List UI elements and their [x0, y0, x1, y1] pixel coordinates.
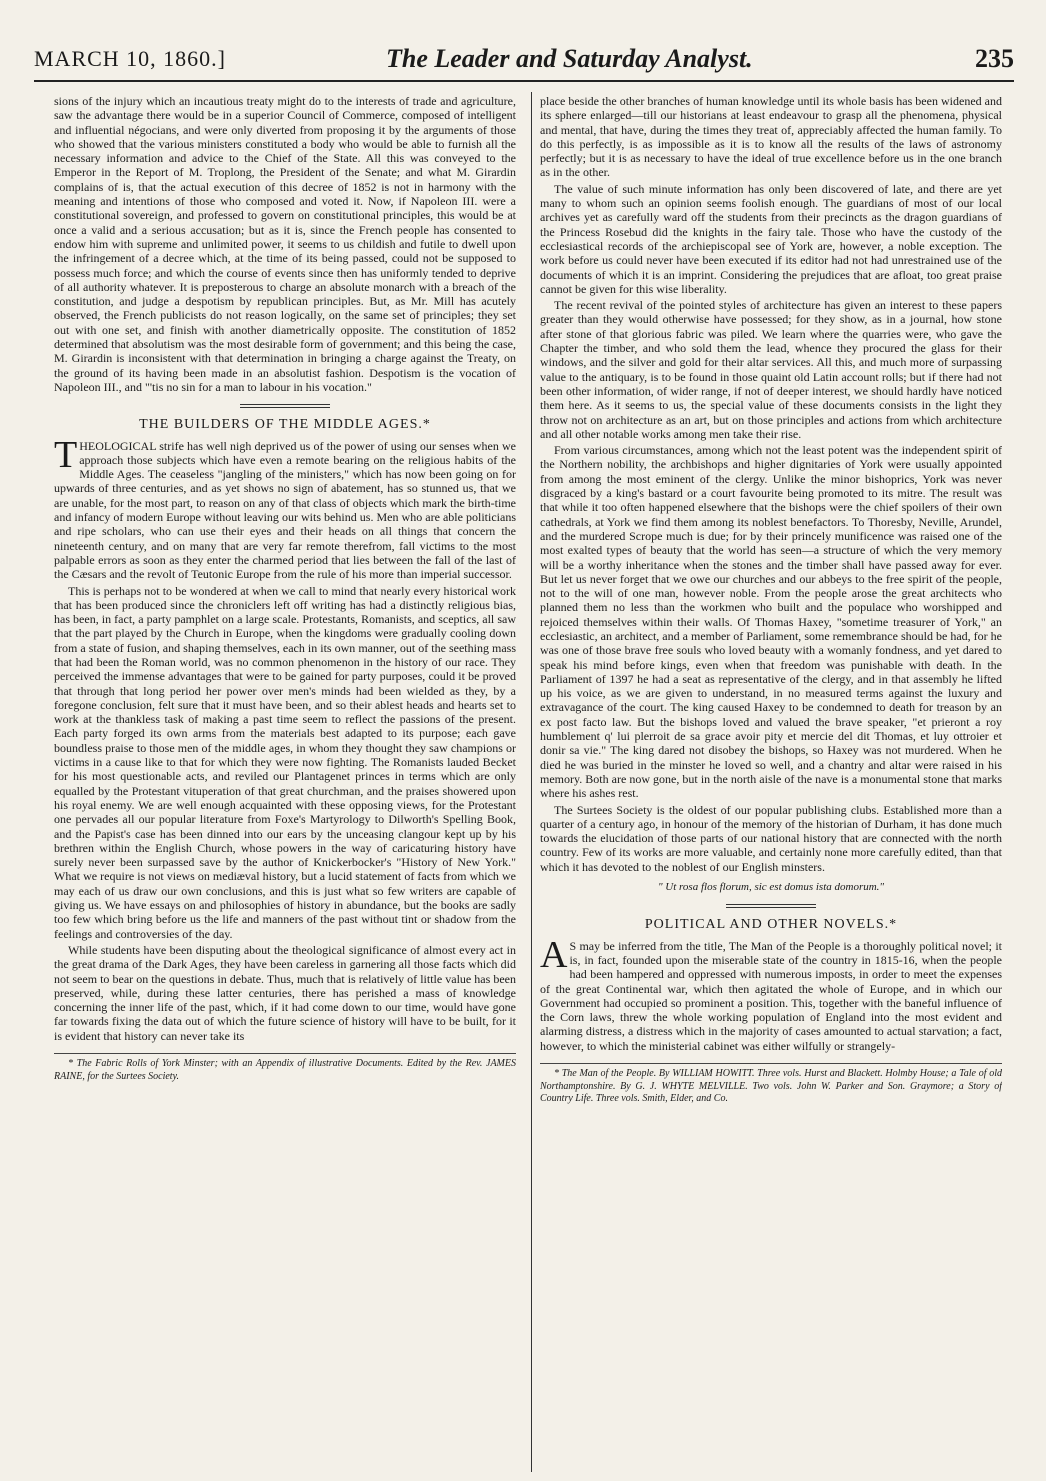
closing-quote: " Ut rosa flos florum, sic est domus ista domorum." — [657, 881, 885, 894]
issue-date: MARCH 10, 1860.] — [34, 46, 227, 71]
article-paragraph: From various circumstances, among which not the least potent was the independent spirit of the Northern nobility, the archbishops and higher dignitaries of York were usually appointed from among the most eminent of the clergy. Unlike the minor bishoprics, York was never disgraced by a king's bastard or a court favourite being promoted to its mitre. The result was that while it too often happened elsewhere that the bishops were the chief spoilers of their own cathedrals, at York we find them among its noblest benefactors. To Thoresby, Neville, Arundel, and the murdered Scrope much is due; for by their princely munificence was raised one of the most exalted types of beauty that the world has seen—a structure of which the very memory will be a worthy inheritance when the stones and the timber shall have passed away for ever. But let us never forget that we owe our churches and our abbeys to the free spirit of the people, not to the will of one man, however noble. From the people arose the great architects who planned them no less than the workmen who built and the populace who worshipped and rejoiced themselves within their walls. Of Thomas Haxey, "sometime treasurer of York," an ecclesiastic, an architect, and a member of Parliament, some remembrance should be had, for he was one of those brave free souls who loved beauty with a womanly fondness, and yet dared to speak his mind before kings, even when that freedom was punishable with death. In the Parliament of 1397 he had a seat as representative of the clergy, and in that assembly he lifted up his voice, as we are given to understand, in no measured terms against the luxury and extravagance of the court. The king caused Haxey to be condemned to death for treason by an ex post facto law. But the bishops loved and valued the brave speaker, "et prieront a roy humblement q' lui plerroit de sa grace avoir pity et mercie del dit Thomas, et luy ottroier et donir sa vie." The king dared not disobey the bishops, so Haxey was not murdered. When he died he was buried in the minster he loved so well, and a chantry and altar were raised in his memory. Both are now gone, but in the north aisle of the nave is a monumental stone that marks where his ashes rest. — [540, 443, 1002, 801]
article-paragraph: The Surtees Society is the oldest of our popular publishing clubs. Established more than a quarter of a century ago, in honour of the memory of the historian of Durham, it has done much towards the elucidation of those parts of our national history that are connected with the north country. Few of its works are more valuable, and certainly none more carefully edited, than that which it has devoted to the noblest of our English minsters. — [540, 802, 1002, 874]
masthead — [34, 40, 1014, 80]
article-paragraph: AS may be inferred from the title, The Man of the People is a thoroughly political novel; it is, in fact, founded upon the miserable state of the country in 1815-16, when the people had been hampered and oppressed with numerous imposts, in order to meet the expenses of the great Continental war, which then agitated the whole of Europe, and in which our Government had occupied so prominent a position. This, together with the baneful influence of the Corn laws, threw the whole working population of England into the most evident and alarming distress, a distress which in the majority of cases amounted to actual starvation; a fact, however, to which the ministerial cabinet was either wilfully or strangely- — [540, 933, 1002, 1053]
masthead-rule — [34, 80, 1014, 82]
footnote-rule — [54, 1053, 516, 1054]
article-paragraph: place beside the other branches of human knowledge until its whole basis has been widened and its sphere enlarged—till our historians at least endeavour to grasp all the phenomena, physical and mental, that have, during the times they treat of, appreciably affected the human family. To do this perfectly, is as impossible as it is to know all the results of the laws of astronomy perfectly; but it is as necessary to have the ideal of true excellence before us in the one branch as in the other. — [540, 94, 1002, 180]
section-separator — [726, 904, 816, 908]
right-column — [540, 94, 1002, 1469]
left-column — [54, 94, 516, 1469]
article-title-novels: POLITICAL AND OTHER NOVELS.* — [644, 917, 898, 933]
page-number: 235 — [975, 44, 1014, 73]
footnote-builders: * The Fabric Rolls of York Minster; with an Appendix of illustrative Documents. Edited by the Rev. JAMES RAINE, for the Surtees Society. — [54, 1058, 516, 1082]
article-paragraph: The value of such minute information has only been discovered of late, and there are yet many to whom such an opinion seems foolish enough. The guardians of most of our local archives yet as carefully ward off the students from their precincts as the dragon guardians of the Princess Rosebud did the knights in the fairy tale. Those who have the custody of the ecclesiastical records of the archiepiscopal see of York are, however, a noble exception. The work before us could never have been executed if its editor had not had unrestrained use of the documents of which it is an imprint. Considering the prejudices that are afloat, too great praise cannot be given for this wise liberality. — [540, 181, 1002, 296]
footnote-rule — [540, 1063, 1002, 1064]
section-separator — [240, 404, 330, 408]
article-paragraph: THEOLOGICAL strife has well nigh deprived us of the power of using our senses when we approach those subjects which have even a remote bearing on the religious habits of the Middle Ages. The ceaseless "jangling of the ministers," which has now been going on for upwards of three centuries, and as yet shows no sign of abatement, has so stunned us, that we are unable, for the most part, to reason on any of that class of objects which mark the birth-time and infancy of modern Europe without leaving our wits behind us. Men who are able politicians and ripe scholars, who can use their eyes and their heads on all things that concern the nineteenth century, and on many that are very far remote therefrom, fall victims to the most palpable errors as soon as they enter the charmed period that lies between the fall of the last of the Cæsars and the revolt of Teutonic Europe from the rule of his more than imperial successor. — [54, 433, 516, 582]
publication-title: The Leader and Saturday Analyst. — [386, 44, 753, 73]
column-divider — [531, 92, 532, 1472]
article-paragraph: While students have been disputing about the theological significance of almost every act in the great drama of the Dark Ages, they have been careless in garnering all those facts which did not seem to bear on the questions in debate. Thus, much that is relatively of little value has been preserved, while, during these latter centuries, there has perished a mass of knowledge concerning the inner life of the past, which, if it had come down to our time, would have gone far towards fixing the data out of which the future science of history will have to be built, for it is evident that history can never take its — [54, 942, 516, 1043]
continued-text: sions of the injury which an incautious treaty might do to the interests of trade and agriculture, saw the advantage there would be in a superior Council of Commerce, composed of intelligent and influential négocians, and were only diverted from proposing it by the arguments of those who showed that the various ministers constituted a body who would be able to furnish all the necessary information and advice to the Chief of the State. All this was conveyed to the Emperor in the Report of M. Troplong, the President of the Senate; and what M. Girardin complains of is, that the actual execution of this decree of 1852 is not in harmony with the meaning and intentions of those who composed and voted it. Now, if Napoleon III. were a constitutional sovereign, and professed to govern on constitutional principles, this would be at once a valid and a serious accusation; but as it is, since the French people has consented to endow him with supreme and unlimited power, it seems to us childish and futile to dwell upon the infringement of a decree which, at the time of its being passed, could not be supposed to possess much force; and which the course of events since then has uniformly tended to deprive of all authority whatever. It is preposterous to charge an absolute monarch with a breach of the constitution, and judge a despotism by republican principles. But, as Mr. Mill has acutely observed, the French publicists do not reason logically, on the same set of principles; they set out with one set, and finish with another diametrically opposite. The constitution of 1852 determined that absolutism was the most desirable form of government; and this being the case, M. Girardin is inconsistent with that determination in bringing a charge against the Treaty, on the ground of its having been made in an absolutist fashion. Despotism is the vocation of Napoleon III., and "'tis no sin for a man to labour in his vocation." — [54, 94, 516, 394]
article-paragraph: This is perhaps not to be wondered at when we call to mind that nearly every historical work that has been produced since the chroniclers left off writing has had a distinctly religious bias, has been, in fact, a party pamphlet on a large scale. Protestants, Romanists, and sceptics, all saw that the part played by the Church in Europe, when the kingdoms were gradually cooling down from a state of fusion, and shaping themselves, each in its own manner, out of the seething mass that had been the Roman world, was no common phenomenon in the history of our race. They perceived the immense advantages that were to be gained for party purposes, could it be proved that through that long period her power over men's minds had been wielded as they, by a foregone conclusion, felt sure that it must have been, and so their ablest heads and hearts set to work at the thankless task of making a past time seem to reflect the passions of the present. Each party forged its own arms from the materials best adapted to its purpose; each gave boundless praise to those men of the middle ages, in whom they thought they saw champions or victims in a cause like to that for which they were now fighting. The Romanists lauded Becket for his most questionable acts, and reviled our Plantagenet princes in terms which are only equalled by the Protestant vituperation of that great churchman, and the praises showered upon his royal enemy. We are well enough acquainted with these opposing views, for the Protestant one pervades all our popular literature from Foxe's Martyrology to Dilworth's Spelling Book, and the Papist's case has been dinned into our ears by the unceasing clangour kept up by his brethren within the English Church, whose powers in the way of caricaturing history have surely never been surpassed save by the author of Knickerbocker's "History of New York." What we require is not views on mediæval history, but a lucid statement of facts from which we may each of us draw our own conclusions, and this is just what so few writers are capable of giving us. We have essays on and philosophies of history in abundance, but the books are sadly too few which bring before us the life and manners of the past without tint or shadow from the feelings and controversies of the day. — [54, 583, 516, 941]
article-title-builders: THE BUILDERS OF THE MIDDLE AGES.* — [139, 417, 431, 433]
article-paragraph: The recent revival of the pointed styles of architecture has given an interest to these papers greater than they would otherwise have possessed; for they show, as in a journal, how stone after stone of that glorious fabric was piled. We learn where the quarries were, who gave the Chapter the timber, and who sold them the lead, whence they procured the glass for their windows, and the silver and gold for their altar services. All this, and much more of surpassing value to the antiquary, is to be found in those quaint old Latin account rolls; but if there had not been other information, of wider range, if not of deeper interest, we should hardly have noticed them here. As it seems to us, the special value of these documents consists in the light they throw not on architecture as an art, but on those principles and actions from which architecture and all other notable works among men take their rise. — [540, 298, 1002, 441]
footnote-novels: * The Man of the People. By WILLIAM HOWITT. Three vols. Hurst and Blackett. Holmby House; a Tale of old Northamptonshire. By G. J. WHYTE MELVILLE. Two vols. John W. Parker and Son. Graymore; a Story of Country Life. Three vols. Smith, Elder, and Co. — [540, 1068, 1002, 1104]
